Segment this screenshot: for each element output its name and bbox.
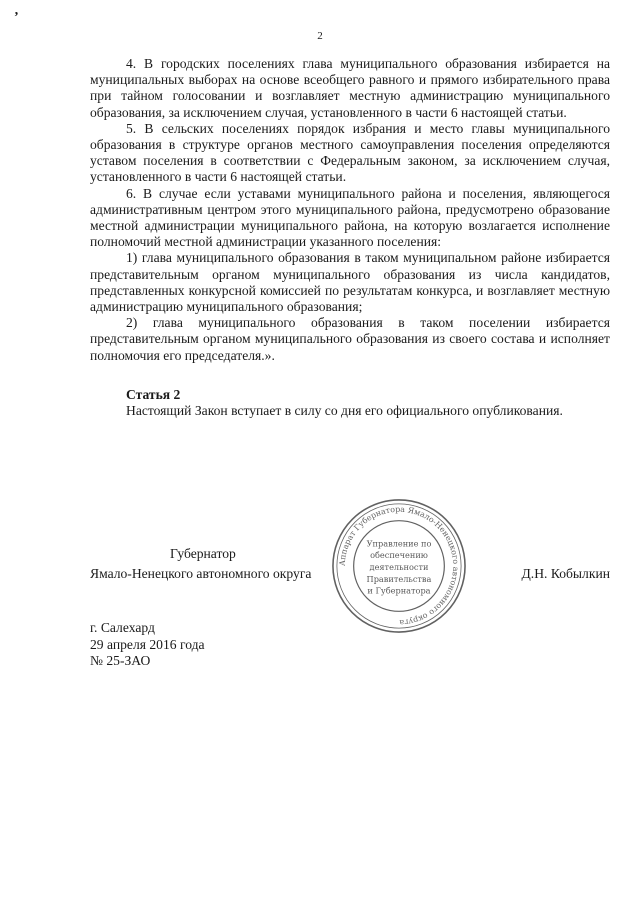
seal-line-2: обеспечению	[370, 550, 428, 561]
footer-city: г. Салехард	[90, 620, 155, 635]
seal-line-1: Управление по	[366, 538, 432, 549]
seal-line-3: деятельности	[369, 561, 429, 572]
document-footer	[90, 620, 205, 670]
paragraph-part-6: 6. В случае если уставами муниципального района и поселения, являющегося административным центром этого муниципального района, предусмотрено образование местной администрации муниципального района, на которую возлагается исполнение полномочий местной администрации указанного поселения:	[90, 185, 610, 250]
signature-organization: Ямало-Ненецкого автономного округа	[90, 566, 312, 581]
seal-line-5: и Губернатора	[367, 585, 431, 596]
article-text: Настоящий Закон вступает в силу со дня его официального опубликования.	[126, 403, 563, 419]
footer-law-number: № 25-ЗАО	[90, 653, 151, 668]
document-body	[90, 56, 610, 419]
page-number: 2	[317, 30, 323, 42]
paragraph-part-4: 4. В городских поселениях глава муниципального образования избирается на муниципальных выборах на основе всеобщего равного и прямого избирательного права при тайном голосовании и возглавляет местную администрацию муниципального образования, за исключением случая, установленного в части 6 настоящей статьи.	[90, 56, 610, 120]
corner-mark: ’	[14, 10, 19, 25]
paragraph-part-5: 5. В сельских поселениях порядок избрания и место главы муниципального образования в структуре органов местного самоуправления поселения определяются уставом поселения в соответствии с Федеральным законом, за исключением случая, установленного в части 6 настоящей статьи.	[90, 120, 610, 185]
seal-line-4: Правительства	[366, 573, 432, 584]
official-seal	[330, 497, 468, 635]
paragraph-item-1: 1) глава муниципального образования в таком муниципальном районе избирается представительным органом муниципального образования из числа кандидатов, представленных конкурсной комиссией по результатам конкурса, и возглавляет местную администрацию муниципального образования;	[90, 250, 610, 315]
paragraph-item-2: 2) глава муниципального образования в таком поселении избирается представительным органом муниципального образования из своего состава и исполняет полномочия его председателя.».	[90, 315, 610, 363]
signature-title: Губернатор	[170, 546, 236, 561]
footer-date: 29 апреля 2016 года	[90, 636, 205, 652]
seal-ring-text: Аппарат Губернатора Ямало-Ненецкого автономного округа	[337, 504, 461, 628]
article-heading: Статья 2	[126, 386, 181, 402]
signature-name: Д.Н. Кобылкин	[521, 566, 610, 581]
